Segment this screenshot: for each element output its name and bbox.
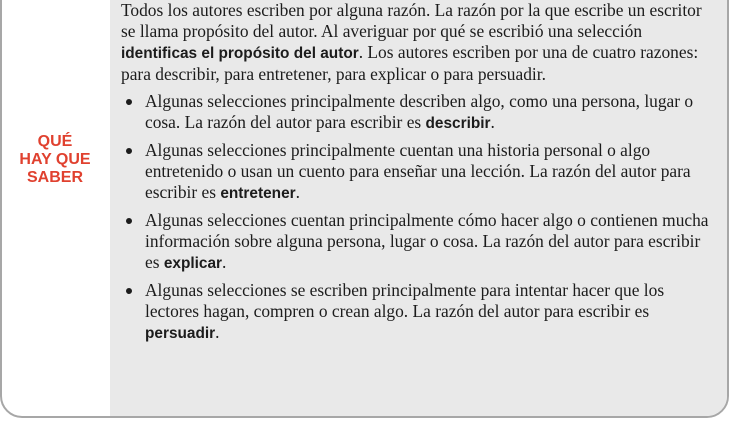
purpose-list — [121, 91, 713, 344]
bullet-icon — [126, 99, 132, 105]
bullet-icon — [126, 288, 132, 294]
main-text — [121, 0, 713, 344]
section-label-line-1: QUÉ — [37, 133, 73, 150]
intro-key-term: identificas el propósito del autor — [121, 45, 359, 62]
list-item-key-term: describir — [425, 115, 491, 132]
intro-text-after: . Los autores escriben por una de cuatro razones: para describir, para entretener, para explicar o para persuadir. — [121, 42, 699, 84]
list-item-key-term: entretener — [220, 185, 296, 202]
bullet-icon — [126, 148, 132, 154]
intro-text-before: Todos los autores escriben por alguna razón. La razón por la que escribe un escritor se llama propósito del autor. Al averiguar por qué se escribió una selección — [121, 0, 702, 41]
list-item-key-term: explicar — [163, 255, 223, 272]
section-label — [6, 133, 104, 187]
list-item-key-term: persuadir — [145, 325, 216, 342]
intro-paragraph — [121, 0, 713, 85]
list-item-text: Algunas selecciones principalmente describen algo, como una persona, lugar o cosa. La razón del autor para escribir es — [145, 91, 694, 132]
list-item — [121, 140, 713, 204]
list-item — [121, 210, 713, 274]
section-label-line-2: HAY QUE — [19, 151, 91, 168]
list-item-end: . — [222, 252, 227, 272]
list-item — [121, 91, 713, 134]
list-item-text: Algunas selecciones principalmente cuentan una historia personal o algo entretenido o usan un cuento para enseñar una lección. La razón del autor para escribir es — [145, 140, 691, 202]
list-item-end: . — [215, 322, 220, 342]
list-item-end: . — [295, 182, 300, 202]
list-item — [121, 280, 713, 344]
section-label-line-3: SABER — [26, 169, 83, 186]
list-item-text: Algunas selecciones se escriben principalmente para intentar hacer que los lectores hagan, compren o crean algo. La razón del autor para escribir es — [145, 280, 665, 321]
list-item-end: . — [490, 112, 495, 132]
list-item-text: Algunas selecciones cuentan principalmente cómo hacer algo o contienen mucha información sobre alguna persona, lugar o cosa. La razón del autor para escribir es — [145, 210, 709, 272]
bullet-icon — [126, 218, 132, 224]
